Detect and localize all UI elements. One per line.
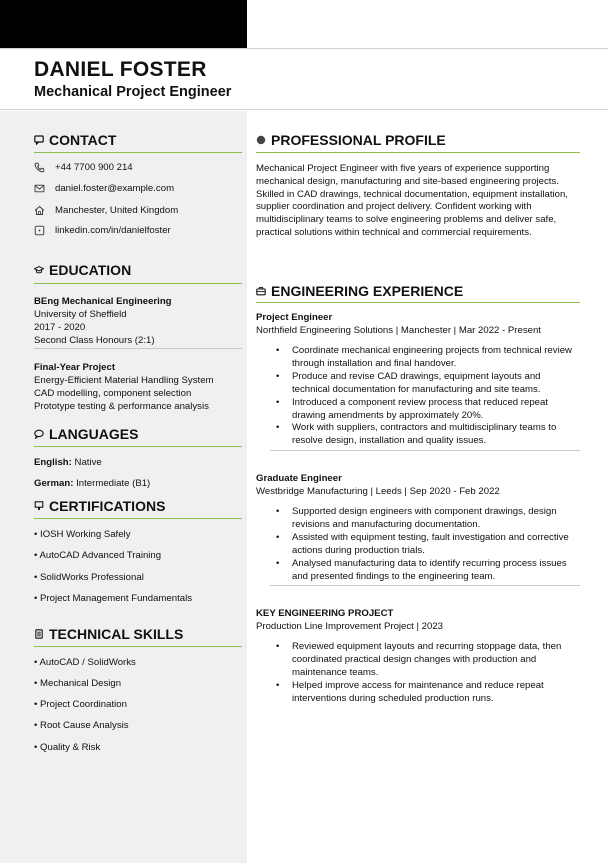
key-project-meta: Production Line Improvement Project | 2023 (256, 621, 444, 632)
skill-item: • Quality & Risk (34, 742, 101, 753)
profile-heading-label: PROFESSIONAL PROFILE (271, 132, 446, 148)
certifications-rule (34, 518, 242, 519)
contact-heading-label: CONTACT (49, 132, 117, 148)
skill-item: • Root Cause Analysis (34, 720, 129, 731)
certification-item: • SolidWorks Professional (34, 572, 144, 583)
experience-heading-label: ENGINEERING EXPERIENCE (271, 283, 464, 299)
resume-header (0, 48, 608, 110)
key-project-heading: KEY ENGINEERING PROJECT (256, 608, 394, 619)
language-label: German: (34, 478, 74, 489)
document-icon (34, 629, 44, 639)
job-role: Graduate Engineer (256, 473, 342, 484)
profile-rule (256, 152, 580, 153)
skill-item: • Project Coordination (34, 699, 127, 710)
skills-heading-label: TECHNICAL SKILLS (49, 626, 184, 642)
job-bullet: • Supported design engineers with component drawings, design revisions and manufacturing documentation. (292, 506, 577, 532)
languages-heading-label: LANGUAGES (49, 426, 139, 442)
candidate-title: Mechanical Project Engineer (34, 84, 232, 100)
linkedin-icon (34, 225, 45, 236)
education-school: University of Sheffield (34, 309, 127, 320)
experience-rule (256, 302, 580, 303)
phone-icon (34, 162, 45, 173)
contact-heading (34, 132, 116, 148)
certification-item: • IOSH Working Safely (34, 529, 131, 540)
speech-bubble-icon (34, 429, 44, 439)
job-bullets (292, 345, 577, 448)
certifications-heading-label: CERTIFICATIONS (49, 498, 166, 514)
contact-location-text: Manchester, United Kingdom (55, 205, 179, 216)
job-bullet: • Coordinate mechanical engineering projects from technical review through installation and final handover. (292, 345, 577, 371)
certification-item: • Project Management Fundamentals (34, 593, 193, 604)
mail-icon (34, 183, 45, 194)
languages-heading (34, 426, 138, 442)
education-rule (34, 283, 242, 284)
job-bullet: • Assisted with equipment testing, fault investigation and corrective actions during production trials. (292, 532, 577, 558)
language-level: Intermediate (B1) (76, 478, 151, 489)
briefcase-icon (256, 286, 266, 296)
job-bullet: • Analysed manufacturing data to identify recurring process issues and presented findings to the engineering team. (292, 558, 577, 584)
language-label: English: (34, 457, 72, 468)
home-icon (34, 205, 45, 216)
top-black-bar (0, 0, 247, 48)
certification-item: • AutoCAD Advanced Training (34, 550, 162, 561)
key-project-bullets (292, 641, 577, 706)
education-degree: BEng Mechanical Engineering (34, 296, 172, 307)
job-meta: Westbridge Manufacturing | Leeds | Sep 2020 - Feb 2022 (256, 486, 500, 497)
skills-rule (34, 646, 242, 647)
final-year-project-line: Energy-Efficient Material Handling System (34, 375, 214, 386)
contact-rule (34, 152, 242, 153)
contact-location (34, 205, 178, 216)
education-heading (34, 262, 131, 278)
job-role: Project Engineer (256, 312, 333, 323)
chat-icon (34, 135, 44, 145)
job-divider (270, 585, 580, 586)
key-project-bullet: • Helped improve access for maintenance and reduce repeat interventions during scheduled production runs. (292, 680, 577, 706)
certifications-heading (34, 498, 165, 514)
job-divider (270, 450, 580, 451)
key-project-bullet: • Reviewed equipment layouts and recurring stoppage data, then coordinated practical design changes with production and maintenance teams. (292, 641, 577, 680)
contact-phone-text: +44 7700 900 214 (55, 162, 133, 173)
contact-phone (34, 162, 133, 173)
job-bullets (292, 506, 577, 583)
job-meta: Northfield Engineering Solutions | Manchester | Mar 2022 - Present (256, 325, 541, 336)
contact-email[interactable] (34, 183, 174, 194)
profile-heading (256, 132, 446, 148)
education-years: 2017 - 2020 (34, 322, 86, 333)
language-german (34, 478, 150, 489)
language-level: Native (74, 457, 102, 468)
experience-heading (256, 283, 463, 299)
job-bullet: • Introduced a component review process that reduced repeat drawing amendments by approximately 20%. (292, 397, 577, 423)
circle-bullet-icon (256, 135, 266, 145)
contact-email-text: daniel.foster@example.com (55, 183, 175, 194)
candidate-name: DANIEL FOSTER (34, 58, 207, 81)
skill-item: • AutoCAD / SolidWorks (34, 657, 136, 668)
contact-linkedin[interactable] (34, 225, 171, 236)
contact-linkedin-text: linkedin.com/in/danielfoster (55, 225, 171, 236)
final-year-project-line: CAD modelling, component selection (34, 388, 192, 399)
job-bullet: • Work with suppliers, contractors and multidisciplinary teams to resolve design, installation and quality issues. (292, 422, 577, 448)
skill-item: • Mechanical Design (34, 678, 122, 689)
languages-rule (34, 446, 242, 447)
language-english (34, 457, 102, 468)
final-year-project-title: Final-Year Project (34, 362, 116, 373)
graduation-cap-icon (34, 265, 44, 275)
skills-heading (34, 626, 183, 642)
education-heading-label: EDUCATION (49, 262, 132, 278)
final-year-project-line: Prototype testing & performance analysis (34, 401, 209, 412)
certificate-icon (34, 501, 44, 511)
job-bullet: • Produce and revise CAD drawings, equipment layouts and technical documentation for manufacturing and site teams. (292, 371, 577, 397)
education-grade: Second Class Honours (2:1) (34, 335, 155, 346)
education-divider (34, 348, 242, 349)
profile-summary: Mechanical Project Engineer with five years of experience supporting mechanical design, manufacturing and site-based engineering projects. Skilled in CAD drawings, technical documentation, equipment installation, supplier coordination and project delivery. Confident working with multidisciplinary teams to solve engineering problems and deliver safe, practical solutions within technical and commercial requirements. (256, 163, 568, 238)
